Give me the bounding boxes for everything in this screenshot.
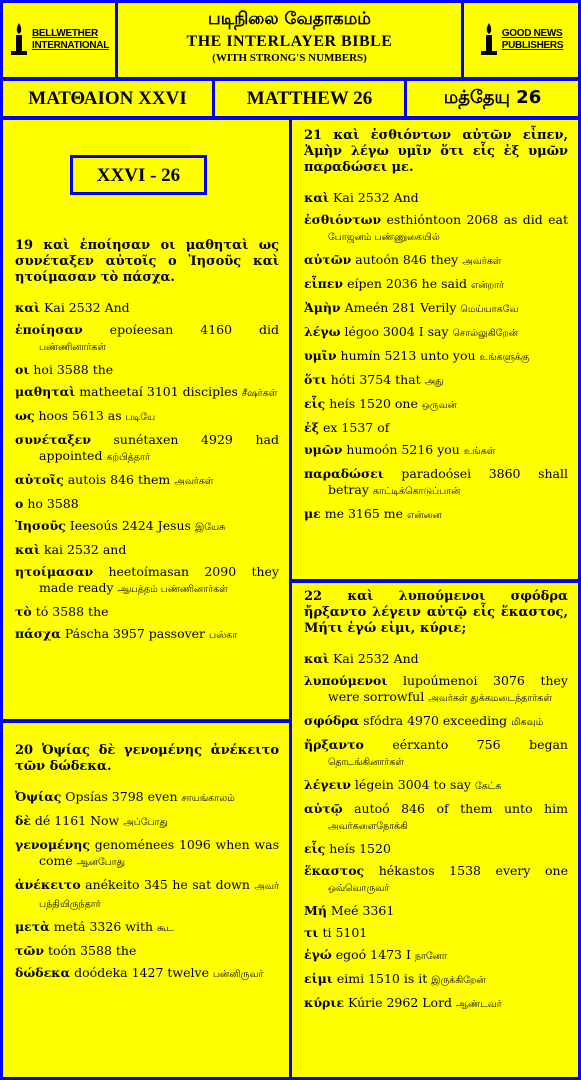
greek-word: μετὰ <box>15 919 50 934</box>
word-entry <box>15 837 279 871</box>
word-entry <box>15 472 279 490</box>
transliteration-gloss: tó 3588 the <box>35 604 109 619</box>
word-entry <box>15 432 279 466</box>
greek-word: τὸ <box>15 604 32 619</box>
word-entry <box>15 877 279 913</box>
word-entry <box>304 466 568 500</box>
greek-word: καὶ <box>304 651 330 666</box>
greek-word: αὐτῷ <box>304 801 343 816</box>
tamil-gloss: அவர்களைநோக்கி <box>328 821 408 832</box>
greek-word: ως <box>15 408 35 423</box>
word-entry <box>304 841 568 857</box>
greek-word: ἐξ <box>304 420 320 435</box>
verse-heading: 20 Ὀψίας δὲ γενομένης ἀνέκειτο τῶν δώδεκα. <box>15 743 279 774</box>
transliteration-gloss: hoos 5613 as <box>38 408 122 423</box>
greek-word: καὶ <box>304 190 330 205</box>
tamil-gloss: அப்போது <box>123 817 168 828</box>
greek-word: δώδεκα <box>15 965 71 980</box>
tamil-gloss: கேட்க <box>474 781 502 792</box>
logo-left-line2: INTERNATIONAL <box>31 40 110 51</box>
word-entry <box>15 518 279 536</box>
transliteration-gloss: Páscha 3957 passover <box>64 626 206 641</box>
greek-word: αὐτῶν <box>304 252 352 267</box>
transliteration-gloss: Meé 3361 <box>330 903 395 918</box>
transliteration-gloss: Kai 2532 And <box>44 300 130 315</box>
tamil-gloss: அவர்கள் துக்கமடைந்தார்கள் <box>428 693 552 704</box>
word-entry <box>304 995 568 1013</box>
word-entry <box>15 943 279 959</box>
transliteration-gloss: kai 2532 and <box>44 542 127 557</box>
tamil-gloss: அவர்கள் <box>174 476 214 487</box>
verse-20-panel <box>3 723 289 1077</box>
transliteration-gloss: Kai 2532 And <box>333 190 419 205</box>
greek-word: καὶ <box>15 300 41 315</box>
greek-word: ητοίμασαν <box>15 564 94 579</box>
transliteration-gloss: lupoúmenoi 3076 they were sorrowful <box>328 673 568 704</box>
word-entry <box>15 564 279 598</box>
transliteration-gloss: autoó 846 of them unto him <box>354 801 568 816</box>
transliteration-gloss: heetoímasan 2090 they made ready <box>39 564 279 595</box>
word-entry <box>304 651 568 667</box>
greek-word: αὐτοῖς <box>15 472 64 487</box>
tamil-gloss: தொடங்கினார்கள் <box>328 757 404 768</box>
page-subtitle: (WITH STRONG'S NUMBERS) <box>212 52 367 64</box>
word-entry <box>15 789 279 807</box>
tamil-gloss: நானோ <box>414 951 447 962</box>
tamil-gloss: ஆயத்தம் பண்ணினார்கள் <box>117 584 228 595</box>
tamil-gloss: அது <box>424 376 444 387</box>
tamil-gloss: போஜனம் பண்ணுகையில் <box>328 232 440 243</box>
page-title: THE INTERLAYER BIBLE <box>186 33 393 50</box>
greek-word: οι <box>15 362 30 377</box>
greek-word: ἐποίησαν <box>15 322 83 337</box>
transliteration-gloss: Kúrie 2962 Lord <box>348 995 453 1010</box>
transliteration-gloss: humín 5213 unto you <box>340 348 476 363</box>
tamil-gloss: அவர்கள் <box>462 256 502 267</box>
word-entry <box>15 408 279 426</box>
greek-word: Μή <box>304 903 327 918</box>
word-entry <box>304 212 568 246</box>
greek-word: εἷς <box>304 396 326 411</box>
tamil-gloss: சொல்லுகிறேன் <box>452 328 519 339</box>
word-entry <box>304 348 568 366</box>
transliteration-gloss: Kai 2532 And <box>333 651 419 666</box>
word-entry <box>304 420 568 436</box>
tamil-gloss: சாயங்காலம் <box>181 793 235 804</box>
logo-left-line1: BELLWETHER <box>31 28 98 39</box>
verse-19-panel <box>3 120 289 719</box>
word-entry <box>15 300 279 316</box>
transliteration-gloss: légein 3004 to say <box>354 777 471 792</box>
greek-word: ἤρξαντο <box>304 737 364 752</box>
greek-word: λέγειν <box>304 777 351 792</box>
greek-word: δὲ <box>15 813 31 828</box>
tamil-gloss: மிகவும் <box>511 717 544 728</box>
greek-word: καὶ <box>15 542 41 557</box>
tamil-gloss: காட்டிக்கொடுப்பான் <box>372 486 461 497</box>
transliteration-gloss: ti 5101 <box>322 925 368 940</box>
tamil-gloss: கற்பித்தார் <box>106 452 150 463</box>
greek-word: μαθηταὶ <box>15 384 76 399</box>
word-entry <box>304 801 568 835</box>
greek-word: ἐγώ <box>304 947 332 962</box>
word-entry <box>15 542 279 558</box>
verse-21-panel <box>292 120 578 579</box>
tamil-gloss: படியே <box>125 412 156 423</box>
greek-word: τῶν <box>15 943 44 958</box>
greek-word: εἶπεν <box>304 276 344 291</box>
transliteration-gloss: heís 1520 <box>329 841 391 856</box>
word-entry <box>304 737 568 771</box>
word-entry <box>304 372 568 390</box>
transliteration-gloss: sfódra 4970 exceeding <box>363 713 508 728</box>
tamil-gloss: உங்களுக்கு <box>479 352 530 363</box>
transliteration-gloss: humoón 5216 you <box>346 442 460 457</box>
word-entry <box>304 673 568 707</box>
goodnews-logo <box>464 3 578 77</box>
transliteration-gloss: egoó 1473 I <box>335 947 411 962</box>
verse-heading: 19 καὶ ἐποίησαν οι μαθηταὶ ως συνέταξεν αὐτοῖς ο Ἰησοῦς καὶ ητοίμασαν τὸ πάσχα. <box>15 238 279 285</box>
greek-word: Ἀμὴν <box>304 300 341 315</box>
greek-word: εἷς <box>304 841 326 856</box>
greek-word: τι <box>304 925 319 940</box>
transliteration-gloss: ex 1537 of <box>323 420 390 435</box>
tamil-gloss: என்னை <box>406 510 442 521</box>
word-entry <box>15 626 279 644</box>
title-tamil: படிநிலை வேதாகமம் <box>208 9 371 29</box>
tamil-gloss: இயேசு <box>194 522 226 533</box>
greek-word: ὅτι <box>304 372 327 387</box>
transliteration-gloss: matheetaí 3101 disciples <box>79 384 238 399</box>
greek-word: λυπούμενοι <box>304 673 388 688</box>
word-entry <box>304 947 568 965</box>
word-entry <box>15 496 279 512</box>
transliteration-gloss: hóti 3754 that <box>330 372 421 387</box>
word-entry <box>304 324 568 342</box>
verse-22-panel <box>292 583 578 1077</box>
transliteration-gloss: doódeka 1427 twelve <box>74 965 209 980</box>
transliteration-gloss: Ieesoús 2424 Jesus <box>69 518 191 533</box>
tamil-gloss: என்றார் <box>470 280 504 291</box>
word-entry <box>304 713 568 731</box>
word-entry <box>304 276 568 294</box>
tamil-gloss: உங்கள் <box>463 446 496 457</box>
transliteration-gloss: légoo 3004 I say <box>344 324 449 339</box>
candle-icon <box>9 21 29 59</box>
greek-word: ἀνέκειτο <box>15 877 81 892</box>
greek-word: εἰμι <box>304 971 333 986</box>
word-entry <box>304 300 568 318</box>
transliteration-gloss: metá 3326 with <box>53 919 154 934</box>
verse-heading: 21 καὶ ἐσθιόντων αὐτῶν εἶπεν, Ἀμὴν λέγω υμῖν ὅτι εἷς ἐξ υμῶν παραδώσει με. <box>304 128 568 175</box>
tamil-gloss: பஸ்கா <box>209 630 238 641</box>
word-entry <box>15 362 279 378</box>
transliteration-gloss: me 3165 me <box>324 506 403 521</box>
transliteration-gloss: Opsías 3798 even <box>65 789 178 804</box>
greek-word: λέγω <box>304 324 341 339</box>
transliteration-gloss: autois 846 them <box>67 472 171 487</box>
greek-word: παραδώσει <box>304 466 384 481</box>
word-entry <box>304 925 568 941</box>
word-entry <box>15 919 279 937</box>
tamil-gloss: அவர் பந்தியிருந்தார் <box>39 881 279 910</box>
word-entry <box>304 442 568 460</box>
logo-right-line2: PUBLISHERS <box>501 40 564 51</box>
greek-word: ἕκαστος <box>304 863 365 878</box>
transliteration-gloss: anékeito 345 he sat down <box>85 877 250 892</box>
transliteration-gloss: eimi 1510 is it <box>336 971 428 986</box>
word-entry <box>304 506 568 524</box>
transliteration-gloss: toón 3588 the <box>47 943 137 958</box>
transliteration-gloss: genoménees 1096 when was come <box>39 837 280 868</box>
greek-word: ο <box>15 496 24 511</box>
bellwether-logo <box>3 3 115 77</box>
transliteration-gloss: heís 1520 one <box>329 396 418 411</box>
book-title-greek: ΜΑΤΘΑΙΟΝ XXVI <box>3 81 212 116</box>
transliteration-gloss: eérxanto 756 began <box>392 737 568 752</box>
word-entry <box>15 384 279 402</box>
word-entry <box>15 965 279 983</box>
greek-word: Ἰησοῦς <box>15 518 66 533</box>
tamil-gloss: பண்ணினார்கள் <box>39 342 107 353</box>
word-entry <box>15 604 279 620</box>
greek-word: γενομένης <box>15 837 90 852</box>
tamil-gloss: மெய்யாகவே <box>460 304 519 315</box>
tamil-gloss: இருக்கிறேன் <box>431 975 486 986</box>
greek-word: συνέταξεν <box>15 432 91 447</box>
logo-right-line1: GOOD NEWS <box>501 28 563 39</box>
transliteration-gloss: Ameén 281 Verily <box>344 300 457 315</box>
tamil-gloss: ஒருவன் <box>421 400 457 411</box>
book-title-english: MATTHEW 26 <box>215 81 404 116</box>
verse-heading: 22 καὶ λυπούμενοι σφόδρα ἤρξαντο λέγειν αὐτῷ εἷς ἕκαστος, Μήτι ἐγώ εἰμι, κύριε; <box>304 589 568 636</box>
tamil-gloss: பன்னிருவர் <box>212 969 264 980</box>
greek-word: Ὀψίας <box>15 789 62 804</box>
transliteration-gloss: eípen 2036 he said <box>347 276 467 291</box>
transliteration-gloss: hoi 3588 the <box>33 362 114 377</box>
book-title-tamil: மத்தேயு 26 <box>407 81 578 116</box>
candle-icon <box>479 21 499 59</box>
word-entry <box>304 863 568 897</box>
transliteration-gloss: sunétaxen 4929 had appointed <box>39 432 279 463</box>
greek-word: σφόδρα <box>304 713 360 728</box>
word-entry <box>304 971 568 989</box>
greek-word: με <box>304 506 321 521</box>
word-entry <box>304 396 568 414</box>
transliteration-gloss: dé 1161 Now <box>34 813 120 828</box>
transliteration-gloss: ho 3588 <box>27 496 79 511</box>
word-entry <box>15 322 279 356</box>
transliteration-gloss: hékastos 1538 every one <box>378 863 568 878</box>
greek-word: ἐσθιόντων <box>304 212 382 227</box>
greek-word: υμῶν <box>304 442 343 457</box>
tamil-gloss: ஒவ்வொருவர் <box>328 883 390 894</box>
transliteration-gloss: paradoósei 3860 shall betray <box>328 466 568 497</box>
greek-word: κύριε <box>304 995 345 1010</box>
greek-word: πάσχα <box>15 626 61 641</box>
title-block <box>118 3 461 77</box>
tamil-gloss: ஆண்டவர் <box>456 999 502 1010</box>
word-entry <box>304 190 568 206</box>
word-entry <box>304 777 568 795</box>
transliteration-gloss: autoón 846 they <box>355 252 459 267</box>
transliteration-gloss: esthióntoon 2068 as did eat <box>386 212 568 227</box>
tamil-gloss: சீஷர்கள் <box>241 388 278 399</box>
greek-word: υμῖν <box>304 348 337 363</box>
word-entry <box>304 903 568 919</box>
word-entry <box>15 813 279 831</box>
chapter-badge: XXVI - 26 <box>70 155 207 195</box>
tamil-gloss: ஆனபோது <box>76 857 126 868</box>
tamil-gloss: கூட <box>157 923 175 934</box>
transliteration-gloss: epoíeesan 4160 did <box>109 322 279 337</box>
word-entry <box>304 252 568 270</box>
